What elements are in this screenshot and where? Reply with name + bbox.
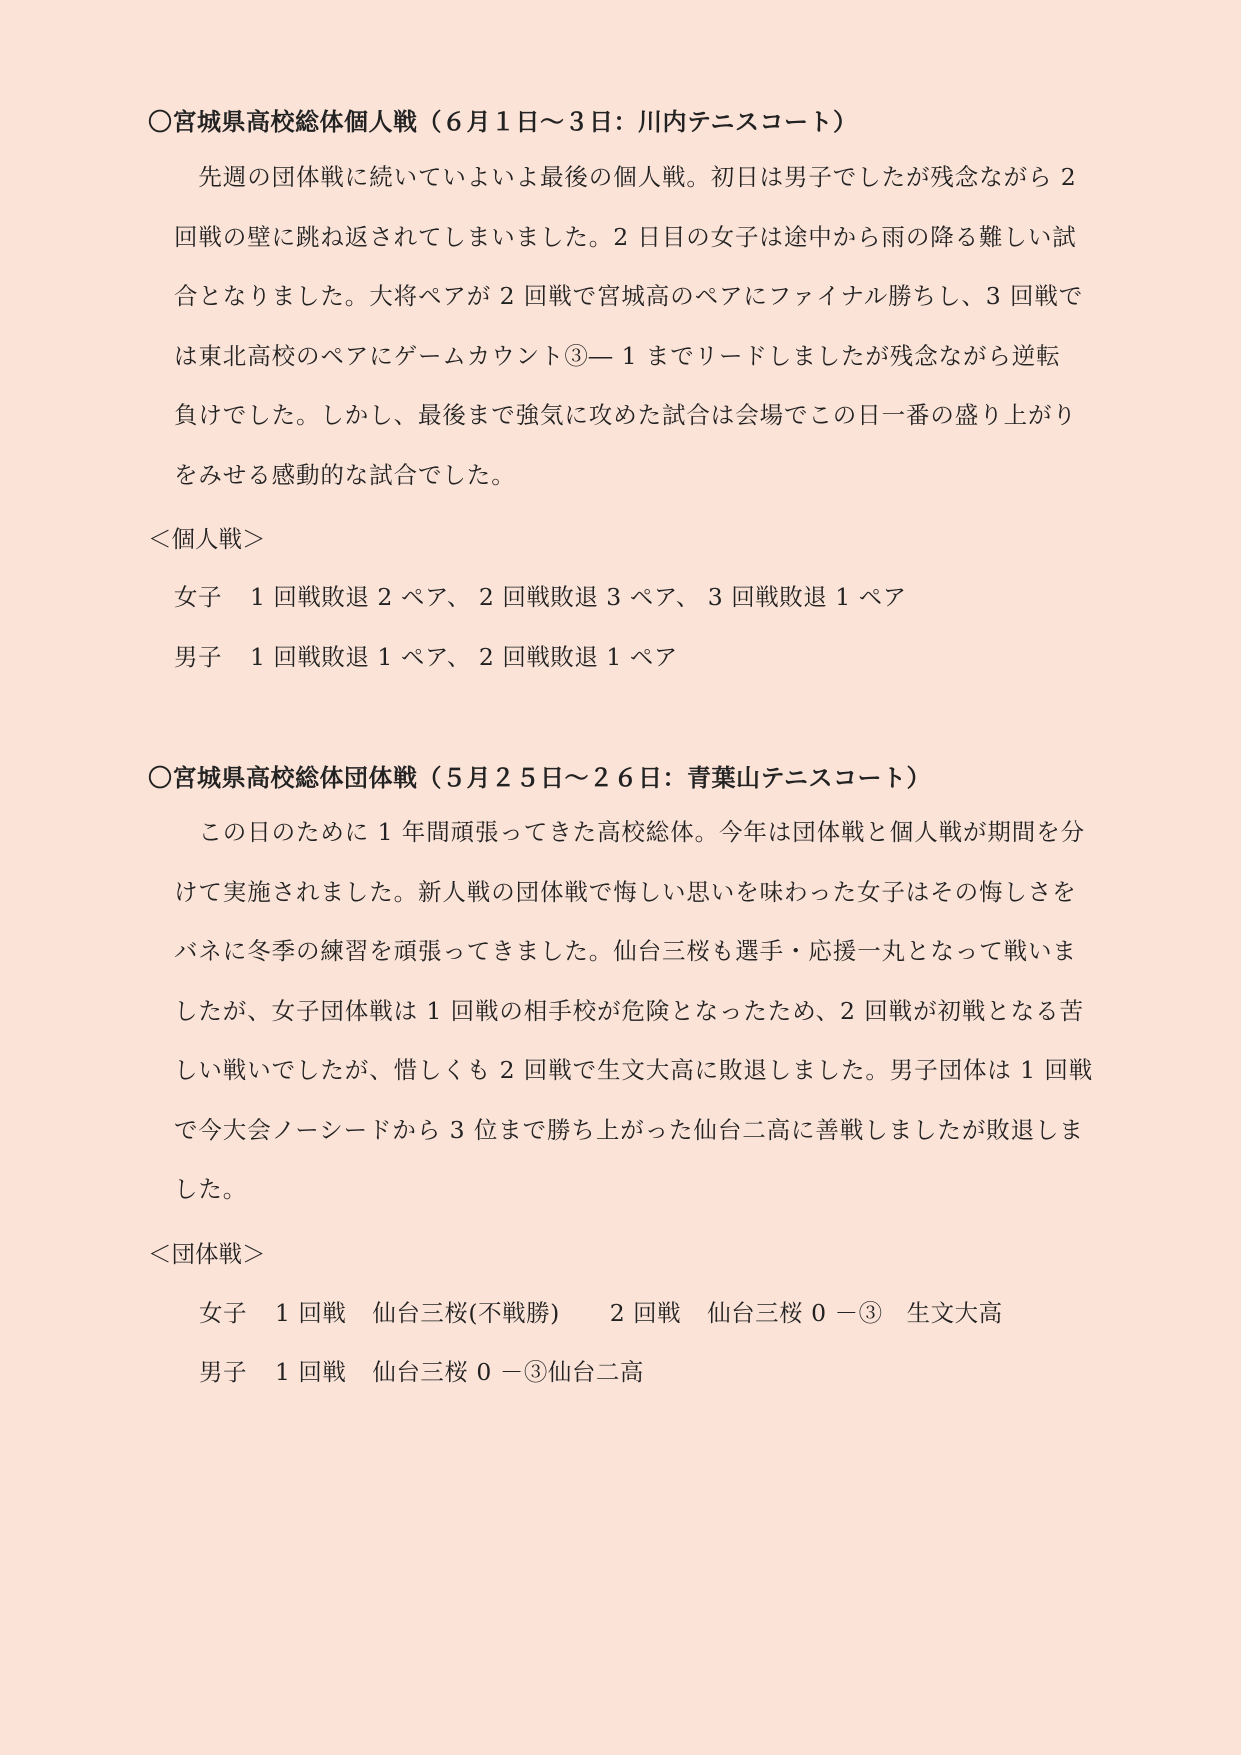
result-round: 2 回戦 xyxy=(609,1299,682,1327)
paragraph-line: で今大会ノーシードから 3 位まで勝ち上がった仙台二高に善戦しましたが敗退しま xyxy=(174,1115,1084,1144)
paragraph-line: した。 xyxy=(174,1175,248,1203)
individual-paragraph xyxy=(174,148,1094,505)
paragraph-line: 負けでした。しかし、最後まで強気に攻めた試合は会場でこの日一番の盛り上がり xyxy=(174,401,1077,429)
paragraph-line: この日のために 1 年間頑張ってきた高校総体。今年は団体戦と個人戦が期間を分 xyxy=(174,818,1085,846)
team-paragraph xyxy=(174,803,1094,1220)
result-score: 仙台三桜 0 －③仙台二高 xyxy=(372,1358,644,1386)
paragraph-line: 合となりました。大将ペアが 2 回戦で宮城高のペアにファイナル勝ちし、3 回戦で xyxy=(174,282,1084,310)
paragraph-line: は東北高校のペアにゲームカウント③― 1 までリードしましたが残念ながら逆転 xyxy=(174,341,1061,370)
result-text: 1 回戦敗退 2 ペア、 2 回戦敗退 3 ペア、 3 回戦敗退 1 ペア xyxy=(250,583,907,611)
team-label: ＜団体戦＞ xyxy=(148,1240,266,1268)
paragraph-line: したが、女子団体戦は 1 回戦の相手校が危険となったため、2 回戦が初戦となる苦 xyxy=(174,996,1084,1025)
paragraph-line: をみせる感動的な試合でした。 xyxy=(174,460,516,489)
result-score: 仙台三桜(不戦勝) xyxy=(372,1299,560,1327)
paragraph-line: 先週の団体戦に続いていよいよ最後の個人戦。初日は男子でしたが残念ながら 2 xyxy=(174,163,1077,191)
individual-result-girls xyxy=(174,578,907,612)
paragraph-line: バネに冬季の練習を頑張ってきました。仙台三桜も選手・応援一丸となって戦いま xyxy=(174,937,1077,965)
individual-label: ＜個人戦＞ xyxy=(148,525,266,553)
result-gender: 女子 xyxy=(199,1299,247,1327)
result-score: 仙台三桜 0 －③ 生文大高 xyxy=(707,1299,1003,1327)
paragraph-line: けて実施されました。新人戦の団体戦で悔しい思いを味わった女子はその悔しさを xyxy=(174,877,1077,906)
team-result-boys xyxy=(199,1353,644,1387)
paragraph-line: しい戦いでしたが、惜しくも 2 回戦で生文大高に敗退しました。男子団体は 1 回戦 xyxy=(174,1056,1094,1084)
team-heading: 〇宮城県高校総体団体戦（５月２５日～２６日：青葉山テニスコート） xyxy=(148,763,932,792)
result-text: 1 回戦敗退 1 ペア、 2 回戦敗退 1 ペア xyxy=(250,643,678,671)
result-gender: 男子 xyxy=(174,643,222,671)
result-round: 1 回戦 xyxy=(275,1299,347,1327)
paragraph-line: 回戦の壁に跳ね返されてしまいました。2 日目の女子は途中から雨の降る難しい試 xyxy=(174,222,1077,251)
individual-heading: 〇宮城県高校総体個人戦（６月１日～３日：川内テニスコート） xyxy=(148,107,858,136)
result-gender: 男子 xyxy=(199,1358,247,1386)
individual-result-boys xyxy=(174,638,678,672)
result-round: 1 回戦 xyxy=(275,1358,347,1386)
result-gender: 女子 xyxy=(174,583,222,611)
team-result-girls xyxy=(199,1294,1003,1328)
